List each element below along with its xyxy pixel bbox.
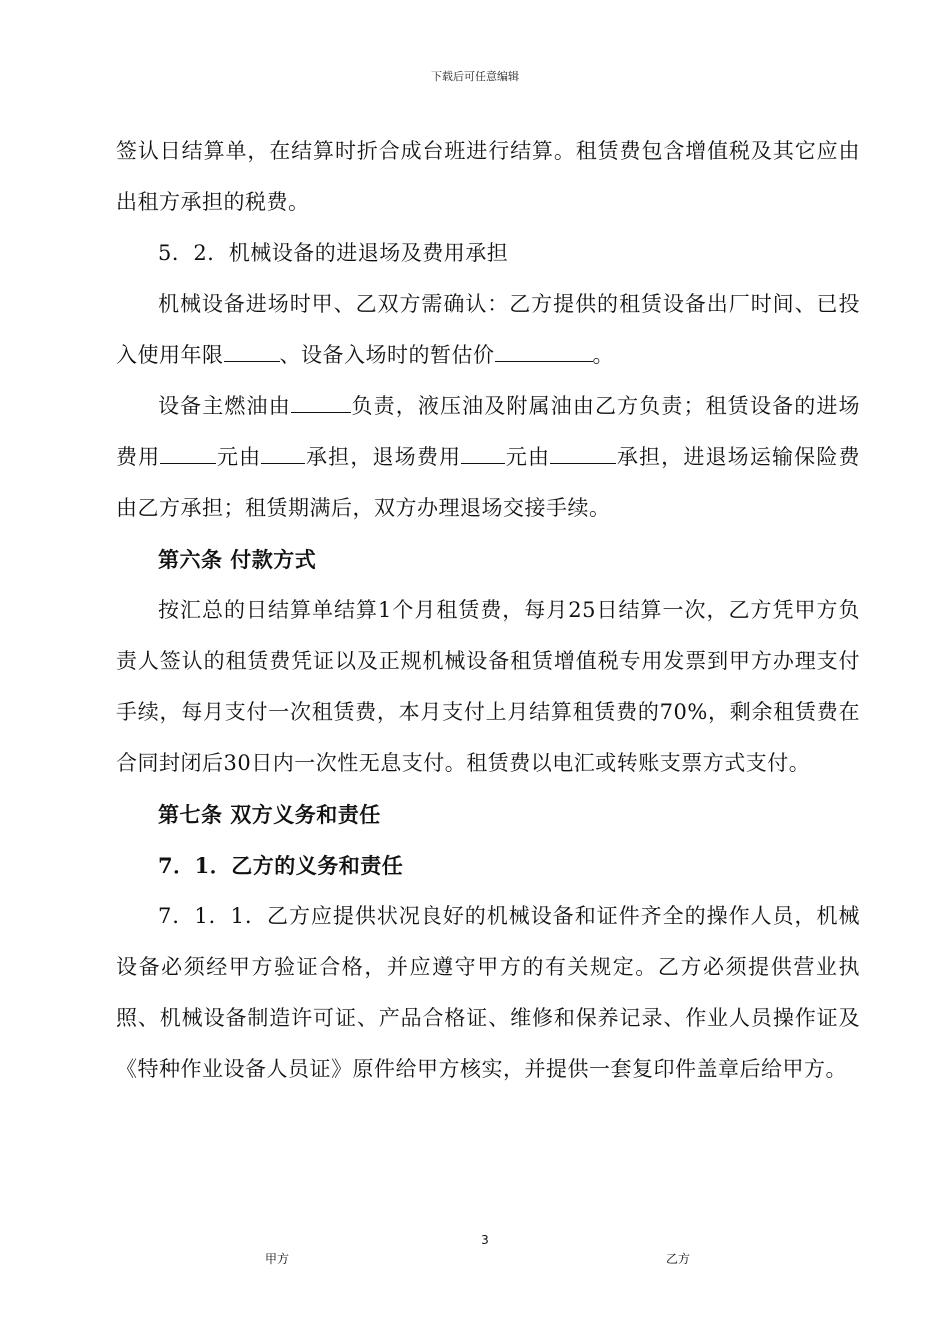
paragraph-7-1-1: 7．1．1．乙方应提供状况良好的机械设备和证件齐全的操作人员，机械设备必须经甲方验证合格，并应遵守甲方的有关规定。乙方必须提供营业执照、机械设备制造许可证、产品合格证、维修和保养记录、作业人员操作证及《特种作业设备人员证》原件给甲方核实，并提供一套复印件盖章后给甲方。: [116, 904, 860, 1081]
clause-5-2-heading: 5．2．机械设备的进退场及费用承担: [158, 241, 509, 265]
blank-exit-fee: [461, 445, 505, 464]
party-b-label: 乙方: [666, 1252, 691, 1266]
article-6-heading: 第六条 付款方式: [158, 547, 317, 572]
fuel-text-6: 承担，进退场运输保险费由乙方承担；租赁期满后，双方办理退场交接手续。: [116, 445, 861, 520]
paragraph-fuel-and-fees: [116, 381, 860, 534]
fuel-text-2: 负责，液压油及附属油由乙方负责；租赁设备的进场费用: [116, 394, 860, 469]
blank-years-used: [224, 343, 280, 362]
clause-7-1-heading: 7．1．乙方的义务和责任: [158, 853, 404, 878]
equipment-entry-text-1: 机械设备进场时甲、乙双方需确认：乙方提供的租赁设备出厂时间、已投入使用年限: [116, 292, 860, 367]
article-7-heading: 第七条 双方义务和责任: [158, 802, 381, 827]
fuel-text-4: 承担，退场费用: [305, 445, 462, 469]
document-body: [116, 126, 860, 1095]
equipment-entry-text-2: 、设备入场时的暂估价: [279, 343, 495, 367]
fuel-text-3: 元由: [216, 445, 262, 469]
page-number: 3: [481, 1233, 489, 1247]
paragraph-equipment-entry: [116, 279, 860, 381]
fuel-text-5: 元由: [505, 445, 551, 469]
blank-estimated-price: [495, 343, 593, 362]
paragraph-settlement: 签认日结算单，在结算时折合成台班进行结算。租赁费包含增值税及其它应由出租方承担的税费。: [116, 139, 860, 214]
equipment-entry-text-3: 。: [592, 343, 614, 367]
blank-entry-fee: [160, 445, 216, 464]
paragraph-payment: 按汇总的日结算单结算1个月租赁费，每月25日结算一次，乙方凭甲方负责人签认的租赁费凭证以及正规机械设备租赁增值税专用发票到甲方办理支付手续，每月支付一次租赁费，本月支付上月结算租赁费的70%，剩余租赁费在合同封闭后30日内一次性无息支付。租赁费以电汇或转账支票方式支付。: [116, 598, 860, 775]
party-a-label: 甲方: [265, 1252, 290, 1266]
fuel-text-1: 设备主燃油由: [158, 394, 291, 418]
blank-exit-fee-party: [550, 445, 616, 464]
blank-entry-fee-party: [261, 445, 305, 464]
header-note: 下载后可任意编辑: [431, 70, 519, 83]
blank-fuel-party: [291, 394, 351, 413]
